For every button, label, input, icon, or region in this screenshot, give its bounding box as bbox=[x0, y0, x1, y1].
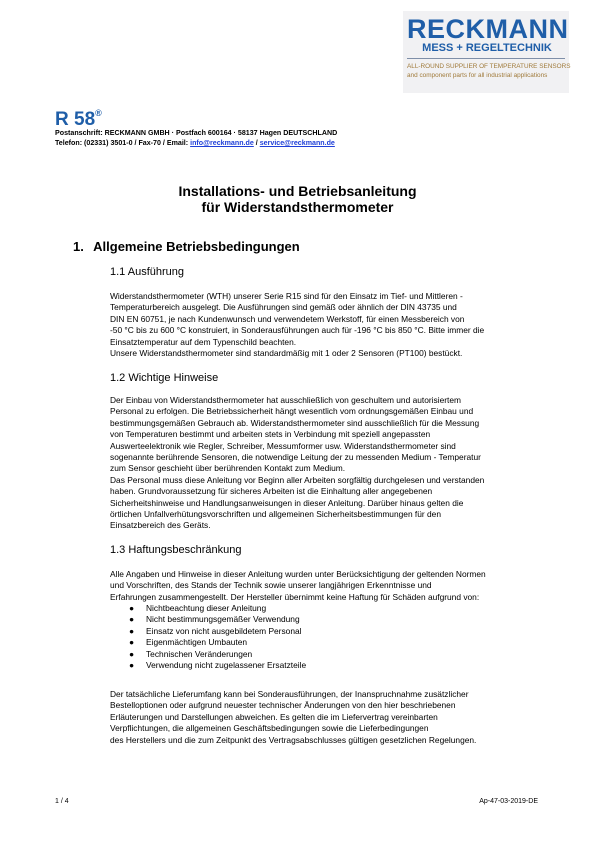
text-line: Temperaturbereich ausgelegt. Die Ausführungen sind gemäß oder ähnlich der DIN 43735 und bbox=[110, 302, 457, 313]
list-item: ● Einsatz von nicht ausgebildetem Personal bbox=[129, 625, 302, 636]
list-item: ● Verwendung nicht zugelassener Ersatzteile bbox=[129, 660, 307, 671]
document-title bbox=[0, 183, 595, 215]
section-title: Allgemeine Betriebsbedingungen bbox=[93, 239, 300, 254]
text-line: haben. Grundvoraussetzung für sicheres Arbeiten ist die Einhaltung aller angegebenen bbox=[110, 486, 433, 497]
text-line: Auswerteelektronik wie Regler, Schreiber, Messumformer usw. Widerstandsthermometer sind bbox=[110, 440, 456, 451]
email-info-link[interactable]: info@reckmann.de bbox=[190, 139, 254, 147]
bullet-icon: ● bbox=[129, 625, 135, 636]
text-line: sogenannte berührende Sensoren, die notwendige Leitung der zu messenden Medium - Temperatur bbox=[110, 452, 481, 463]
bullet-icon: ● bbox=[129, 614, 135, 625]
list-item: ● Nichtbeachtung dieser Anleitung bbox=[129, 603, 267, 613]
paragraph-1-3-continued bbox=[110, 689, 560, 746]
text-line: Unsere Widerstandsthermometer sind standardmäßig mit 1 oder 2 Sensoren (PT100) bestückt. bbox=[110, 348, 463, 359]
logo-subtitle: MESS + REGELTECHNIK bbox=[422, 42, 552, 54]
text-line: Verpflichtungen, die allgemeinen Geschäftsbedingungen sowie die Lieferbedingungen bbox=[110, 723, 429, 734]
text-line: Sicherheitshinweise und Handlungsanweisungen in dieser Anleitung. Darüber hinaus gelten die bbox=[110, 497, 464, 508]
text-line: -50 °C bis zu 600 °C konstruiert, in Sonderausführungen auch für -196 °C bis 850 °C. Bitte immer die bbox=[110, 325, 485, 336]
text-line: Erläuterungen und Darstellungen abweichen. Es gelten die im Liefervertrag vereinbarten bbox=[110, 711, 438, 722]
list-item: ● Technischen Veränderungen bbox=[129, 648, 253, 659]
postal-address: Postanschrift: RECKMANN GMBH · Postfach 600164 · 58137 Hagen DEUTSCHLAND bbox=[55, 129, 338, 137]
bullet-icon: ● bbox=[129, 603, 135, 613]
logo-divider bbox=[407, 58, 565, 59]
text-line: zum Sensor geschieht über berührenden Kontakt zum Medium. bbox=[110, 463, 346, 474]
text-line: Der tatsächliche Lieferumfang kann bei Sonderausführungen, der Inanspruchnahme zusätzlicher bbox=[110, 689, 469, 699]
title-line-2: für Widerstandsthermometer bbox=[201, 199, 394, 215]
text-line: bestimmungsgemäßen Gebrauch ab. Widerstandsthermometer sind ausschließlich für die Messung bbox=[110, 417, 480, 428]
list-item: ● Nicht bestimmungsgemäßer Verwendung bbox=[129, 614, 300, 625]
text-line: Der Einbau von Widerstandsthermometer hat ausschließlich von geschultem und autorisiertem bbox=[110, 395, 461, 405]
section-number: 1. bbox=[73, 239, 84, 254]
text-line: Einsatztemperatur auf dem Typenschild beachten. bbox=[110, 336, 297, 347]
page-number: 1 / 4 bbox=[55, 798, 69, 805]
text-line: und Vorschriften, des Stands der Technik sowie unserer langjährigen Erkenntnisse und bbox=[110, 580, 432, 591]
section-heading bbox=[73, 239, 300, 254]
paragraph-1-3 bbox=[110, 569, 560, 603]
text-line: des Herstellers und die zum Zeitpunkt des Vertragsabschlusses gültigen gesetzlichen Regelungen. bbox=[110, 734, 477, 745]
text-line: Personal zu erfolgen. Die Betriebssicherheit hängt wesentlich vom ordnungsgemäßen Einbau und bbox=[110, 406, 474, 417]
subsection-heading-1-1: 1.1 Ausführung bbox=[110, 266, 185, 278]
text-line: Das Personal muss diese Anleitung vor Beginn aller Arbeiten sorgfältig durchgelesen und verstanden bbox=[110, 474, 485, 485]
phone-text: Telefon: (02331) 3501-0 / Fax-70 / Email: bbox=[55, 139, 191, 147]
list-item: ● Eigenmächtigen Umbauten bbox=[129, 637, 248, 648]
logo-brand: RECKMANN bbox=[407, 14, 569, 44]
logo-tagline-2: and component parts for all industrial applications bbox=[407, 72, 548, 79]
paragraph-1-2 bbox=[110, 395, 560, 532]
text-line: Einsatzbereich des Geräts. bbox=[110, 520, 211, 531]
subsection-heading-1-2: 1.2 Wichtige Hinweise bbox=[110, 372, 219, 384]
email-service-link[interactable]: service@reckmann.de bbox=[259, 139, 335, 147]
logo-tagline-1: ALL-ROUND SUPPLIER OF TEMPERATURE SENSORS bbox=[407, 63, 571, 70]
document-code: Ap-47-03-2019-DE bbox=[479, 798, 538, 805]
model-number: R 58® bbox=[55, 108, 102, 130]
text-line: örtlichen Unfallverhütungsvorschriften und allgemeinen Sicherheitsbestimmungen für den bbox=[110, 509, 441, 520]
bullet-icon: ● bbox=[129, 660, 135, 671]
email-separator: / bbox=[253, 139, 260, 147]
text-line: Widerstandsthermometer (WTH) unserer Serie R15 sind für den Einsatz im Tief- und Mittleren - bbox=[110, 291, 463, 301]
registered-mark: ® bbox=[95, 108, 102, 118]
subsection-heading-1-3: 1.3 Haftungsbeschränkung bbox=[110, 544, 242, 556]
text-line: Erfahrungen zusammengestellt. Der Hersteller übernimmt keine Haftung für Schäden aufgrund von: bbox=[110, 591, 480, 602]
bullet-icon: ● bbox=[129, 637, 135, 648]
contact-line bbox=[55, 138, 337, 148]
company-logo bbox=[403, 11, 569, 93]
text-line: Bestelloptionen oder aufgrund neuester technischer Änderungen von den hier beschriebenen bbox=[110, 700, 456, 711]
bullet-icon: ● bbox=[129, 648, 135, 659]
liability-exclusion-list bbox=[110, 603, 306, 671]
text-line: von Temperaturen bestimmt und arbeiten stets in Verbindung mit speziell angepassten bbox=[110, 429, 431, 440]
title-line-1: Installations- und Betriebsanleitung bbox=[178, 183, 417, 199]
text-line: DIN EN 60751, je nach Kundenwunsch und verwendetem Werkstoff, für einen Messbereich von bbox=[110, 313, 465, 324]
paragraph-1-1 bbox=[110, 291, 560, 359]
text-line: Alle Angaben und Hinweise in dieser Anleitung wurden unter Berücksichtigung der geltenden Normen bbox=[110, 569, 486, 579]
address-block bbox=[55, 128, 337, 148]
